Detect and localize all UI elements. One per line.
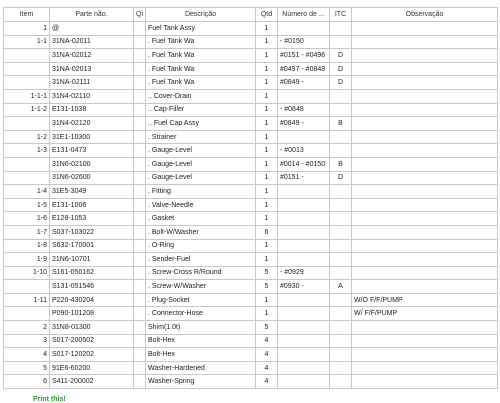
- table-row[interactable]: [4, 375, 498, 389]
- row-description-cell: . Gasket: [146, 212, 256, 226]
- row-description-cell: . Gauge-Level: [146, 157, 256, 171]
- row-item-cell: 1-9: [4, 253, 50, 267]
- row-serial-range-cell: [278, 198, 330, 212]
- row-serial-range-cell: - #0013: [278, 144, 330, 158]
- row-qtd-cell: 1: [256, 76, 278, 90]
- row-description-cell: . Bolt-W/Washer: [146, 225, 256, 239]
- row-part-number-cell: S017-120202: [50, 348, 134, 362]
- row-item-cell: 1-4: [4, 185, 50, 199]
- table-row[interactable]: [4, 266, 498, 280]
- row-itc-cell: D: [330, 49, 352, 63]
- row-description-cell: . Fuel Tank Wa: [146, 76, 256, 90]
- row-item-cell: 1-8: [4, 239, 50, 253]
- row-qi-cell: [134, 171, 146, 185]
- row-qtd-cell: 1: [256, 22, 278, 36]
- row-observation-cell: [352, 375, 498, 389]
- table-row[interactable]: [4, 76, 498, 90]
- table-header-row: [4, 8, 498, 22]
- row-serial-range-cell: #0151 - #0496: [278, 49, 330, 63]
- row-itc-cell: [330, 253, 352, 267]
- row-description-cell: . Gauge-Level: [146, 144, 256, 158]
- col-header-qtd[interactable]: Qtd: [256, 8, 278, 22]
- table-row[interactable]: [4, 321, 498, 335]
- row-part-number-cell: 31N6-02100: [50, 157, 134, 171]
- row-description-cell: Fuel Tank Assy: [146, 22, 256, 36]
- row-qi-cell: [134, 348, 146, 362]
- row-itc-cell: [330, 293, 352, 307]
- row-serial-range-cell: [278, 22, 330, 36]
- row-description-cell: . Connector-Hose: [146, 307, 256, 321]
- table-row[interactable]: [4, 103, 498, 117]
- row-item-cell: 2: [4, 321, 50, 335]
- row-item-cell: 1-1-2: [4, 103, 50, 117]
- row-part-number-cell: 31NA-02011: [50, 35, 134, 49]
- row-description-cell: Bolt-Hex: [146, 334, 256, 348]
- row-part-number-cell: 31N4-02110: [50, 89, 134, 103]
- table-row[interactable]: [4, 361, 498, 375]
- row-qtd-cell: 5: [256, 321, 278, 335]
- row-qi-cell: [134, 225, 146, 239]
- row-qi-cell: [134, 62, 146, 76]
- table-row[interactable]: [4, 117, 498, 131]
- row-qtd-cell: 1: [256, 62, 278, 76]
- row-description-cell: . Fuel Tank Wa: [146, 62, 256, 76]
- row-qi-cell: [134, 185, 146, 199]
- row-serial-range-cell: #0849 -: [278, 117, 330, 131]
- table-row[interactable]: [4, 225, 498, 239]
- row-itc-cell: B: [330, 117, 352, 131]
- row-description-cell: . Screw-Cross R/Round: [146, 266, 256, 280]
- row-qtd-cell: 1: [256, 185, 278, 199]
- row-itc-cell: A: [330, 280, 352, 294]
- row-serial-range-cell: - #0150: [278, 35, 330, 49]
- row-itc-cell: [330, 89, 352, 103]
- row-serial-range-cell: [278, 334, 330, 348]
- row-observation-cell: [352, 117, 498, 131]
- row-part-number-cell: 21N6-10701: [50, 253, 134, 267]
- row-item-cell: 1-7: [4, 225, 50, 239]
- row-itc-cell: [330, 103, 352, 117]
- row-qi-cell: [134, 334, 146, 348]
- row-observation-cell: [352, 266, 498, 280]
- row-qi-cell: [134, 144, 146, 158]
- row-observation-cell: [352, 225, 498, 239]
- row-description-cell: . Plug-Socket: [146, 293, 256, 307]
- row-qi-cell: [134, 76, 146, 90]
- row-part-number-cell: E131-1038: [50, 103, 134, 117]
- row-qi-cell: [134, 35, 146, 49]
- table-row[interactable]: [4, 35, 498, 49]
- row-qi-cell: [134, 130, 146, 144]
- table-row[interactable]: [4, 49, 498, 63]
- row-observation-cell: [352, 185, 498, 199]
- row-qtd-cell: 5: [256, 280, 278, 294]
- row-serial-range-cell: [278, 361, 330, 375]
- row-serial-range-cell: [278, 321, 330, 335]
- row-qi-cell: [134, 321, 146, 335]
- row-observation-cell: [352, 35, 498, 49]
- row-item-cell: [4, 62, 50, 76]
- row-qtd-cell: 1: [256, 198, 278, 212]
- row-itc-cell: [330, 144, 352, 158]
- row-observation-cell: [352, 321, 498, 335]
- row-qi-cell: [134, 239, 146, 253]
- row-item-cell: [4, 49, 50, 63]
- row-part-number-cell: S632-170001: [50, 239, 134, 253]
- row-part-number-cell: S161-050162: [50, 266, 134, 280]
- table-row[interactable]: [4, 144, 498, 158]
- row-qtd-cell: 1: [256, 117, 278, 131]
- row-observation-cell: [352, 348, 498, 362]
- row-observation-cell: W/ F/F/PUMP: [352, 307, 498, 321]
- row-part-number-cell: E131-1006: [50, 198, 134, 212]
- row-observation-cell: [352, 49, 498, 63]
- row-item-cell: 6: [4, 375, 50, 389]
- row-qtd-cell: 1: [256, 239, 278, 253]
- table-row[interactable]: [4, 212, 498, 226]
- row-serial-range-cell: [278, 293, 330, 307]
- row-qi-cell: [134, 266, 146, 280]
- row-description-cell: . Valve-Needle: [146, 198, 256, 212]
- table-row[interactable]: [4, 185, 498, 199]
- row-itc-cell: [330, 375, 352, 389]
- row-qtd-cell: 1: [256, 157, 278, 171]
- col-header-part[interactable]: Parte não.: [50, 8, 134, 22]
- row-observation-cell: [352, 157, 498, 171]
- row-item-cell: 1-6: [4, 212, 50, 226]
- row-item-cell: 1-11: [4, 293, 50, 307]
- row-description-cell: .. Cover-Drain: [146, 89, 256, 103]
- row-item-cell: [4, 117, 50, 131]
- row-itc-cell: [330, 198, 352, 212]
- row-description-cell: Shim(1.0t): [146, 321, 256, 335]
- row-qtd-cell: 4: [256, 348, 278, 362]
- row-item-cell: 4: [4, 348, 50, 362]
- row-description-cell: . Fuel Tank Wa: [146, 35, 256, 49]
- table-row[interactable]: [4, 334, 498, 348]
- row-observation-cell: [352, 22, 498, 36]
- col-header-itc[interactable]: ITC: [330, 8, 352, 22]
- row-description-cell: . Strainer: [146, 130, 256, 144]
- row-serial-range-cell: [278, 225, 330, 239]
- row-itc-cell: [330, 22, 352, 36]
- row-qtd-cell: 1: [256, 144, 278, 158]
- col-header-qi[interactable]: Qi: [134, 8, 146, 22]
- row-itc-cell: [330, 225, 352, 239]
- row-description-cell: . Gauge-Level: [146, 171, 256, 185]
- table-row[interactable]: [4, 293, 498, 307]
- row-item-cell: 1-3: [4, 144, 50, 158]
- row-item-cell: 1-5: [4, 198, 50, 212]
- row-item-cell: 1: [4, 22, 50, 36]
- row-observation-cell: W/O F/F/PUMP: [352, 293, 498, 307]
- row-part-number-cell: 31N6-02600: [50, 171, 134, 185]
- row-qtd-cell: 5: [256, 266, 278, 280]
- row-description-cell: . Sender-Fuel: [146, 253, 256, 267]
- row-qtd-cell: 4: [256, 334, 278, 348]
- row-item-cell: 1-10: [4, 266, 50, 280]
- row-part-number-cell: 31NA-02013: [50, 62, 134, 76]
- row-item-cell: [4, 171, 50, 185]
- print-link[interactable]: Print this!: [33, 396, 66, 403]
- row-item-cell: 5: [4, 361, 50, 375]
- row-item-cell: 1-1-1: [4, 89, 50, 103]
- row-description-cell: Washer-Spring: [146, 375, 256, 389]
- row-qi-cell: [134, 253, 146, 267]
- row-itc-cell: [330, 266, 352, 280]
- row-item-cell: 1-1: [4, 35, 50, 49]
- row-description-cell: . Fuel Tank Wa: [146, 49, 256, 63]
- row-observation-cell: [352, 212, 498, 226]
- row-part-number-cell: 31NA-02111: [50, 76, 134, 90]
- row-qi-cell: [134, 117, 146, 131]
- row-serial-range-cell: #0497 - #0848: [278, 62, 330, 76]
- row-qtd-cell: 4: [256, 375, 278, 389]
- row-part-number-cell: E131-0473: [50, 144, 134, 158]
- row-part-number-cell: S017-200502: [50, 334, 134, 348]
- row-itc-cell: [330, 185, 352, 199]
- row-qi-cell: [134, 103, 146, 117]
- row-part-number-cell: 31E1-10300: [50, 130, 134, 144]
- row-qtd-cell: 1: [256, 35, 278, 49]
- row-itc-cell: [330, 361, 352, 375]
- row-description-cell: . O-Ring: [146, 239, 256, 253]
- row-serial-range-cell: [278, 185, 330, 199]
- row-qtd-cell: 1: [256, 212, 278, 226]
- row-qtd-cell: 6: [256, 225, 278, 239]
- row-qi-cell: [134, 375, 146, 389]
- row-observation-cell: [352, 62, 498, 76]
- row-item-cell: 1-2: [4, 130, 50, 144]
- row-part-number-cell: P220-430204: [50, 293, 134, 307]
- row-item-cell: 3: [4, 334, 50, 348]
- row-part-number-cell: 31NA-02012: [50, 49, 134, 63]
- table-row[interactable]: [4, 348, 498, 362]
- row-description-cell: .. Cap-Filler: [146, 103, 256, 117]
- row-itc-cell: D: [330, 62, 352, 76]
- row-item-cell: [4, 307, 50, 321]
- row-serial-range-cell: - #0929: [278, 266, 330, 280]
- row-description-cell: .. Fuel Cap Assy: [146, 117, 256, 131]
- row-observation-cell: [352, 144, 498, 158]
- row-serial-range-cell: [278, 253, 330, 267]
- row-item-cell: [4, 157, 50, 171]
- row-qtd-cell: 1: [256, 171, 278, 185]
- row-qtd-cell: 1: [256, 130, 278, 144]
- row-qi-cell: [134, 157, 146, 171]
- row-qtd-cell: 1: [256, 49, 278, 63]
- row-observation-cell: [352, 334, 498, 348]
- row-itc-cell: [330, 130, 352, 144]
- row-qi-cell: [134, 361, 146, 375]
- table-row[interactable]: [4, 157, 498, 171]
- table-row[interactable]: [4, 307, 498, 321]
- row-itc-cell: B: [330, 157, 352, 171]
- col-header-serial-number[interactable]: Número de ...: [278, 8, 330, 22]
- table-row[interactable]: [4, 198, 498, 212]
- row-description-cell: Washer-Hardened: [146, 361, 256, 375]
- row-part-number-cell: @: [50, 22, 134, 36]
- row-itc-cell: [330, 321, 352, 335]
- row-itc-cell: [330, 348, 352, 362]
- row-qi-cell: [134, 212, 146, 226]
- row-serial-range-cell: #0930 -: [278, 280, 330, 294]
- row-qtd-cell: 4: [256, 361, 278, 375]
- row-observation-cell: [352, 280, 498, 294]
- table-row[interactable]: [4, 253, 498, 267]
- row-qtd-cell: 1: [256, 89, 278, 103]
- col-header-observation[interactable]: Observação: [352, 8, 498, 22]
- row-itc-cell: D: [330, 76, 352, 90]
- col-header-item[interactable]: Item: [4, 8, 50, 22]
- row-part-number-cell: S411-200002: [50, 375, 134, 389]
- row-observation-cell: [352, 76, 498, 90]
- row-observation-cell: [352, 253, 498, 267]
- row-qi-cell: [134, 49, 146, 63]
- row-item-cell: [4, 280, 50, 294]
- row-description-cell: . Screw-W/Washer: [146, 280, 256, 294]
- row-qi-cell: [134, 22, 146, 36]
- row-itc-cell: [330, 35, 352, 49]
- row-serial-range-cell: - #0848: [278, 103, 330, 117]
- row-itc-cell: [330, 307, 352, 321]
- row-itc-cell: [330, 239, 352, 253]
- row-part-number-cell: 91E6-60200: [50, 361, 134, 375]
- row-part-number-cell: 31E5-3049: [50, 185, 134, 199]
- row-observation-cell: [352, 361, 498, 375]
- table-row[interactable]: [4, 22, 498, 36]
- row-observation-cell: [352, 89, 498, 103]
- row-serial-range-cell: [278, 375, 330, 389]
- row-qtd-cell: 1: [256, 293, 278, 307]
- row-itc-cell: [330, 334, 352, 348]
- row-serial-range-cell: [278, 130, 330, 144]
- parts-table: [3, 7, 498, 389]
- row-itc-cell: [330, 212, 352, 226]
- row-part-number-cell: 31N8-01300: [50, 321, 134, 335]
- row-qtd-cell: 1: [256, 307, 278, 321]
- table-row[interactable]: [4, 280, 498, 294]
- row-qi-cell: [134, 293, 146, 307]
- row-serial-range-cell: [278, 239, 330, 253]
- row-serial-range-cell: #0151 -: [278, 171, 330, 185]
- table-row[interactable]: [4, 171, 498, 185]
- row-serial-range-cell: #0849 -: [278, 76, 330, 90]
- row-observation-cell: [352, 103, 498, 117]
- table-row[interactable]: [4, 89, 498, 103]
- row-part-number-cell: P090-101208: [50, 307, 134, 321]
- row-qi-cell: [134, 280, 146, 294]
- table-row[interactable]: [4, 130, 498, 144]
- row-qi-cell: [134, 89, 146, 103]
- row-part-number-cell: 31N4-02120: [50, 117, 134, 131]
- row-item-cell: [4, 76, 50, 90]
- col-header-description[interactable]: Descrição: [146, 8, 256, 22]
- row-description-cell: Bolt-Hex: [146, 348, 256, 362]
- row-qi-cell: [134, 198, 146, 212]
- row-serial-range-cell: [278, 348, 330, 362]
- row-description-cell: . Fitting: [146, 185, 256, 199]
- row-serial-range-cell: [278, 307, 330, 321]
- row-part-number-cell: S131-051546: [50, 280, 134, 294]
- row-part-number-cell: S037-103022: [50, 225, 134, 239]
- row-itc-cell: D: [330, 171, 352, 185]
- row-qtd-cell: 1: [256, 253, 278, 267]
- row-qi-cell: [134, 307, 146, 321]
- row-observation-cell: [352, 198, 498, 212]
- row-observation-cell: [352, 171, 498, 185]
- row-part-number-cell: E128-1053: [50, 212, 134, 226]
- table-row[interactable]: [4, 62, 498, 76]
- row-serial-range-cell: [278, 212, 330, 226]
- row-qtd-cell: 1: [256, 103, 278, 117]
- row-serial-range-cell: [278, 89, 330, 103]
- row-observation-cell: [352, 239, 498, 253]
- row-observation-cell: [352, 130, 498, 144]
- row-serial-range-cell: #0014 - #0150: [278, 157, 330, 171]
- table-row[interactable]: [4, 239, 498, 253]
